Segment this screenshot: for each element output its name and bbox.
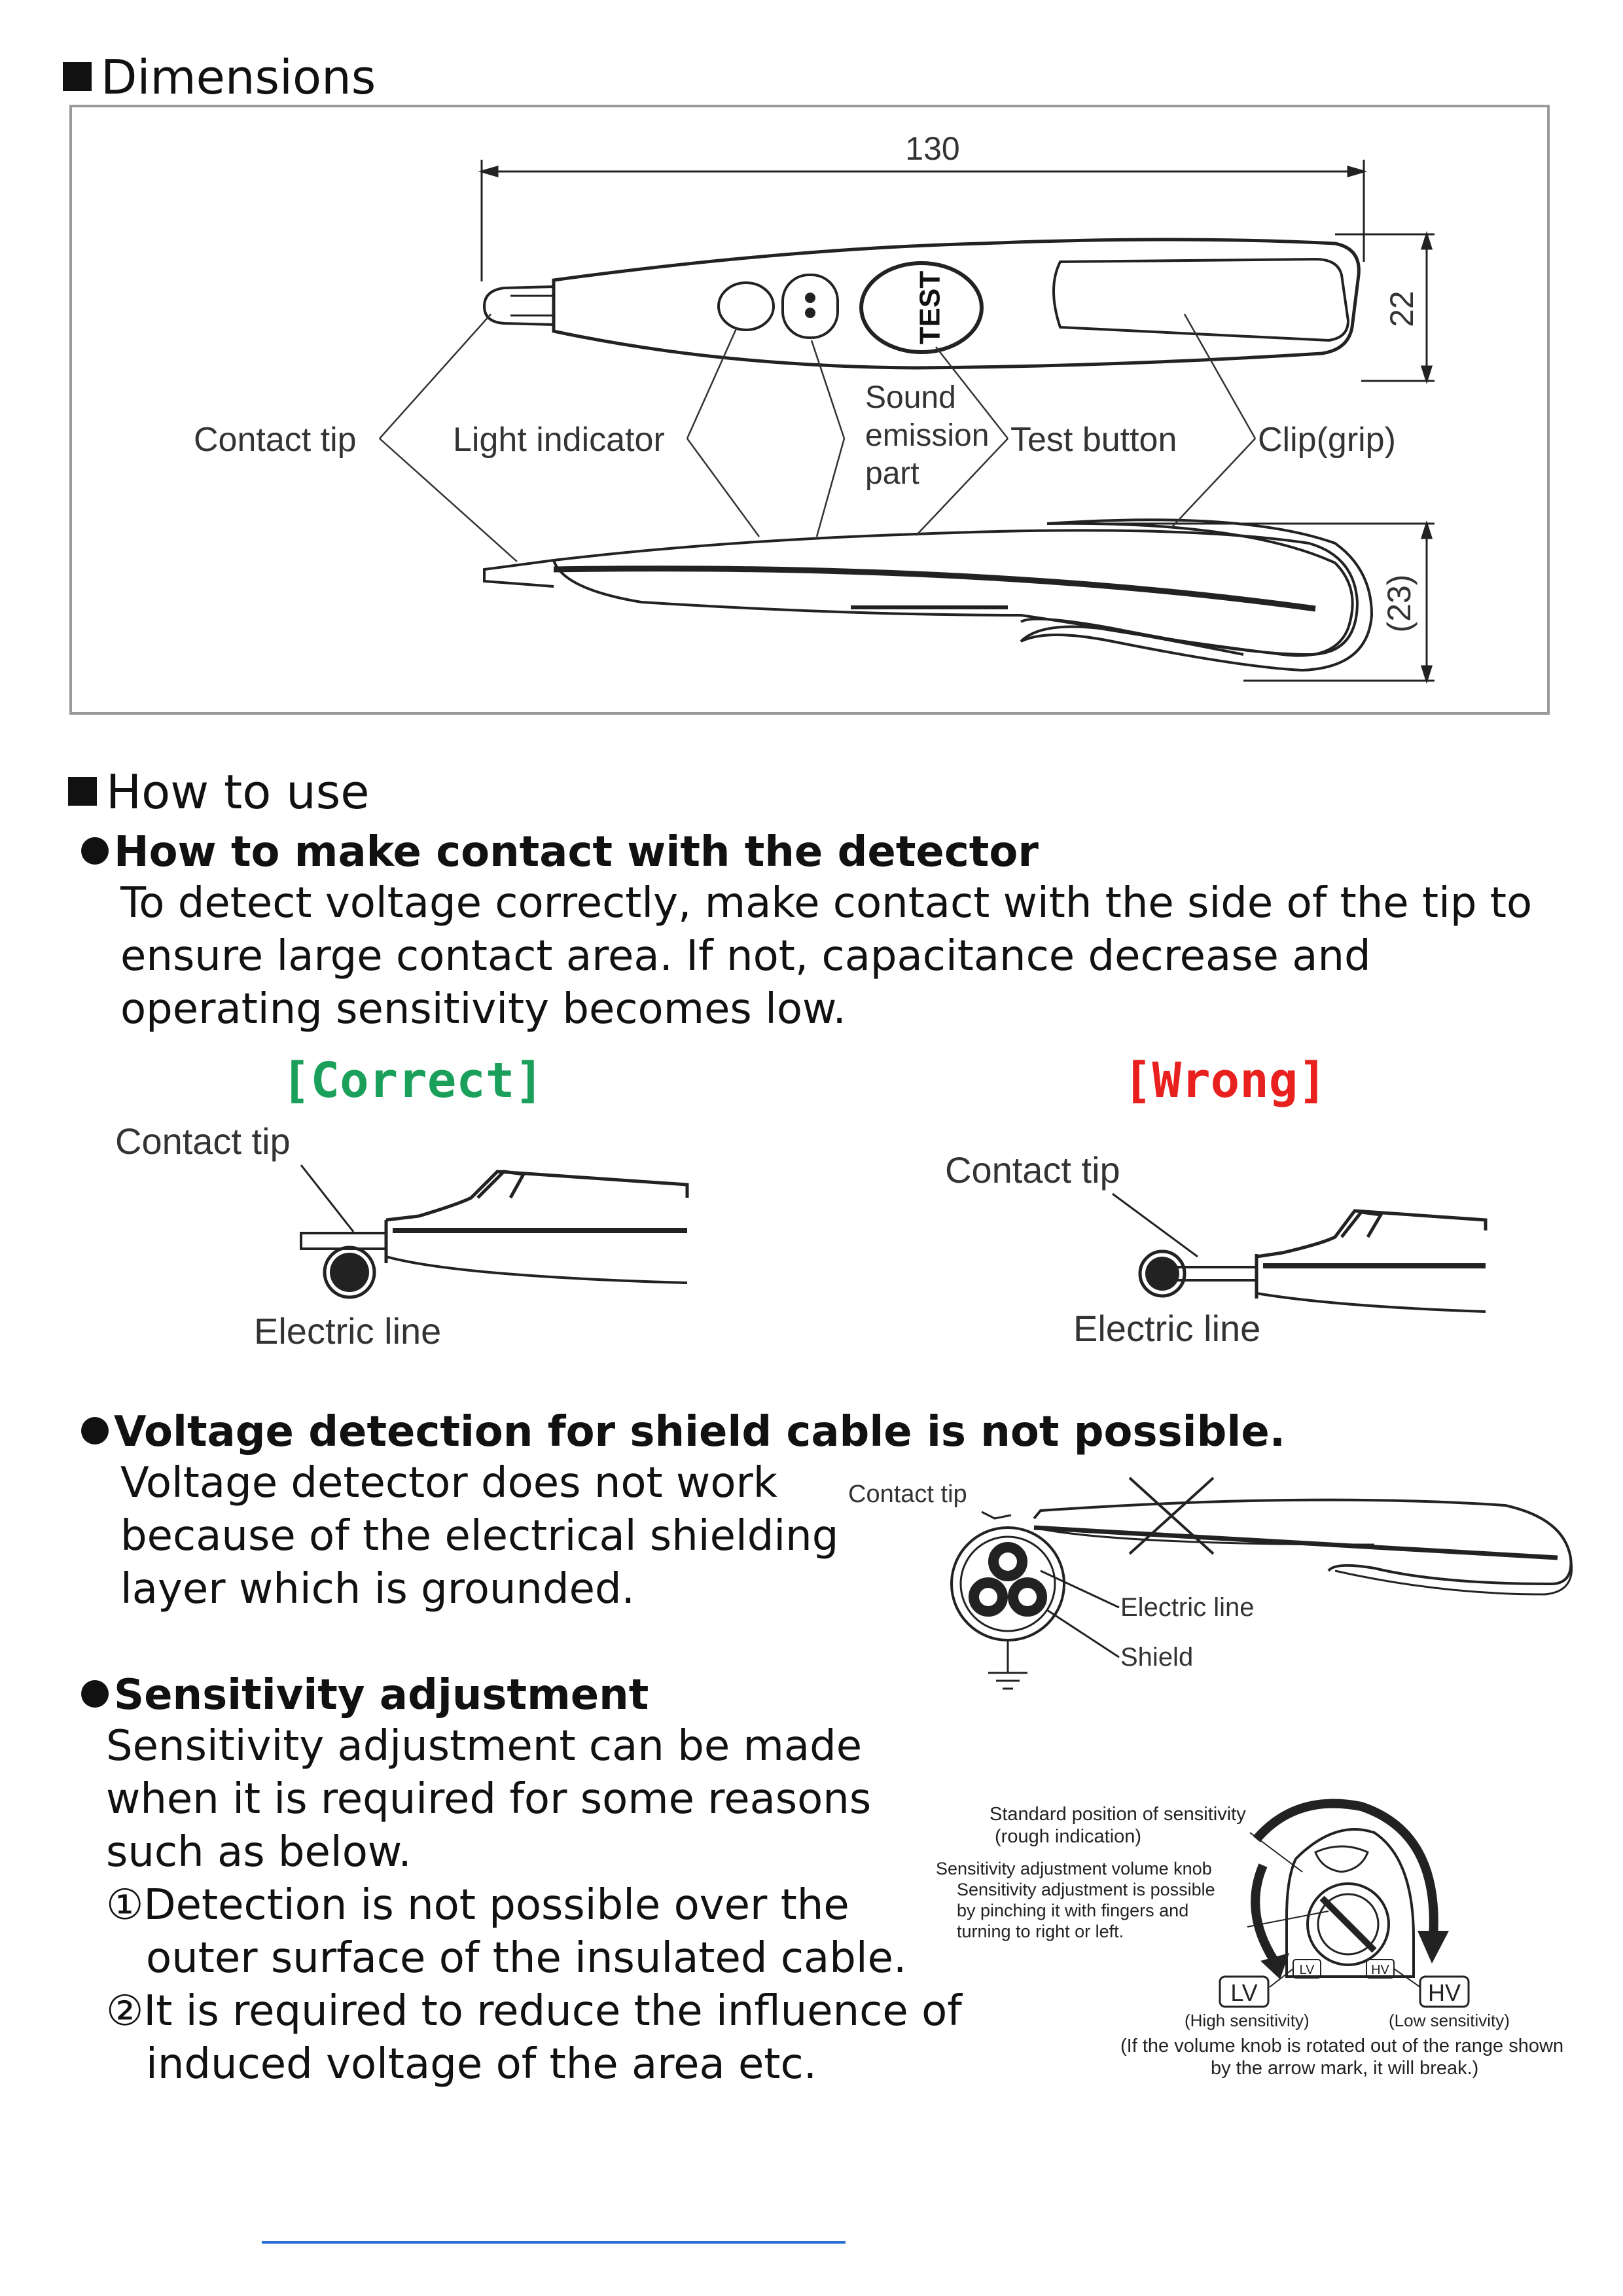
knob-line2: Sensitivity adjustment is possible <box>957 1880 1215 1899</box>
paragraph-line: Voltage detector does not work <box>120 1459 777 1507</box>
bullet-icon <box>81 1680 109 1708</box>
paragraph-line: To detect voltage correctly, make contact with the side of the tip to <box>120 879 1533 927</box>
paragraph-line: ensure large contact area. If not, capacitance decrease and <box>120 932 1371 980</box>
hv-note: (Low sensitivity) <box>1389 2011 1510 2030</box>
standard-position-line1: Standard position of sensitivity <box>990 1804 1246 1825</box>
label-contact-tip: Contact tip <box>194 421 357 459</box>
detector-side-view <box>484 520 1372 670</box>
lv-label: LV <box>1230 1979 1258 2006</box>
paragraph-line: such as below. <box>106 1828 412 1876</box>
shield-label-shield: Shield <box>1120 1643 1194 1672</box>
lv-small-label: LV <box>1299 1963 1315 1977</box>
paragraph-line: outer surface of the insulated cable. <box>106 1934 907 1982</box>
paragraph-line: operating sensitivity becomes low. <box>120 985 846 1033</box>
warning-line1: (If the volume knob is rotated out of the range shown <box>1120 2036 1564 2056</box>
contact-heading: How to make contact with the detector <box>81 831 1039 873</box>
paragraph-line: ①Detection is not possible over the <box>106 1881 849 1929</box>
square-bullet-icon <box>68 777 97 806</box>
correct-label-contact-tip: Contact tip <box>115 1121 291 1162</box>
dimensions-heading: Dimensions <box>63 54 376 101</box>
paragraph-line: induced voltage of the area etc. <box>106 2040 817 2089</box>
warning-line2: by the arrow mark, it will break.) <box>1211 2058 1479 2079</box>
footer-divider <box>262 2241 846 2244</box>
paragraph-line: layer which is grounded. <box>120 1565 635 1613</box>
label-test-button: Test button <box>1010 421 1177 459</box>
knob-line3: by pinching it with fingers and <box>957 1901 1189 1920</box>
how-to-use-heading: How to use <box>68 768 370 816</box>
label-sound-line2: emission <box>865 418 990 453</box>
length-value: 130 <box>905 130 960 167</box>
bullet-icon <box>81 837 109 865</box>
height-side-value: (23) <box>1381 574 1418 633</box>
wrong-label-contact-tip: Contact tip <box>945 1149 1120 1191</box>
label-sound-line1: Sound <box>865 380 956 415</box>
paragraph-line: because of the electrical shielding <box>120 1512 839 1560</box>
wrong-label-electric-line: Electric line <box>1073 1308 1261 1349</box>
shield-label-electric-line: Electric line <box>1120 1593 1255 1622</box>
paragraph-line: ②It is required to reduce the influence of <box>106 1987 962 2036</box>
lv-note: (High sensitivity) <box>1185 2011 1310 2030</box>
bullet-icon <box>81 1417 109 1444</box>
label-clip: Clip(grip) <box>1258 421 1396 459</box>
paragraph-line: Sensitivity adjustment can be made <box>106 1722 863 1770</box>
standard-position-line2: (rough indication) <box>995 1826 1142 1847</box>
label-light-indicator: Light indicator <box>453 421 665 459</box>
dimensions-drawing <box>0 0 1623 720</box>
correct-label-electric-line: Electric line <box>254 1310 442 1352</box>
shield-paragraph <box>120 1457 838 1616</box>
sensitivity-heading: Sensitivity adjustment <box>81 1674 649 1716</box>
hv-label: HV <box>1427 1979 1461 2006</box>
sensitivity-paragraph <box>106 1720 962 2091</box>
knob-line1: Sensitivity adjustment volume knob <box>936 1859 1212 1878</box>
label-sound-line3: part <box>865 456 919 491</box>
wrong-tag: [Wrong] <box>1123 1052 1327 1109</box>
hv-small-label: HV <box>1371 1963 1389 1977</box>
shield-label-contact-tip: Contact tip <box>848 1480 967 1508</box>
paragraph-line: when it is required for some reasons <box>106 1775 872 1823</box>
correct-tag: [Correct] <box>281 1052 544 1109</box>
test-button-text: TEST <box>914 270 946 345</box>
contact-paragraph <box>120 877 1532 1036</box>
knob-line4: turning to right or left. <box>957 1922 1124 1941</box>
height-top-value: 22 <box>1383 291 1421 327</box>
shield-heading: Voltage detection for shield cable is not possible. <box>81 1411 1285 1453</box>
